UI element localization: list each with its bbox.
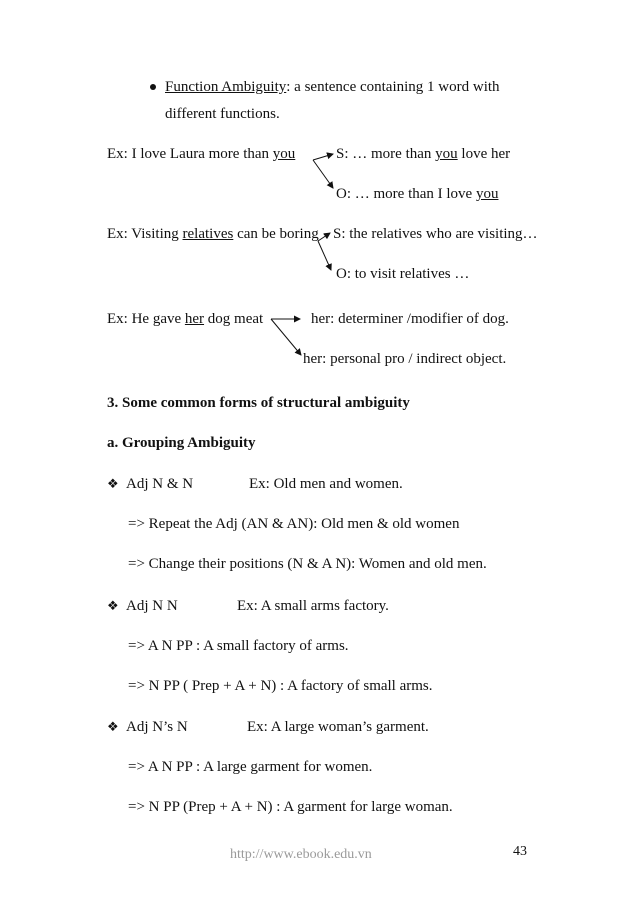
item-label: Adj N’s N (126, 719, 188, 735)
list-item (107, 718, 429, 737)
arrow-ex2-o (318, 241, 331, 270)
reading-s-underlined: you (435, 146, 458, 162)
item-example: Ex: A large woman’s garment. (247, 719, 429, 735)
example-2-suffix: can be boring (233, 226, 319, 242)
example-3-suffix: dog meat (204, 311, 264, 327)
reading-s-prefix: S: … more than (336, 146, 436, 162)
page-number: 43 (513, 844, 527, 859)
example-1-underlined-word: you (272, 146, 296, 162)
example-2-reading-s: S: the relatives who are visiting… (333, 226, 538, 242)
example-2-prefix: Ex: Visiting (107, 226, 183, 242)
example-2-underlined-word: relatives (182, 226, 234, 242)
arrow-ex1-s (313, 154, 333, 160)
reading-s-suffix: love her (457, 146, 511, 162)
function-ambiguity-line2: different functions. (165, 106, 280, 122)
diamond-bullet-icon: ❖ (107, 477, 119, 492)
item-sub: => N PP (Prep + A + N) : A garment for large woman. (128, 799, 453, 815)
item-example: Ex: A small arms factory. (237, 598, 389, 614)
item-sub: => A N PP : A small factory of arms. (128, 638, 349, 654)
item-sub: => Repeat the Adj (AN & AN): Old men & old women (128, 516, 460, 532)
example-3-reading-a: her: determiner /modifier of dog. (311, 311, 509, 327)
reading-o-prefix: O: … more than I love (336, 186, 476, 202)
reading-o-underlined: you (475, 186, 499, 202)
item-label: Adj N & N (126, 476, 194, 492)
arrow-ex3-b (271, 319, 301, 355)
item-label: Adj N N (126, 598, 178, 614)
footer-url: http://www.ebook.edu.vn (230, 847, 372, 862)
list-item (107, 597, 389, 616)
arrow-ex1-o (313, 160, 333, 188)
example-1-prefix: Ex: I love Laura more than (107, 146, 273, 162)
arrow-ex2-s (318, 233, 330, 241)
item-sub: => A N PP : A large garment for women. (128, 759, 373, 775)
diamond-bullet-icon: ❖ (107, 599, 119, 614)
function-ambiguity-term: Function Ambiguity (165, 79, 287, 95)
item-sub: => Change their positions (N & A N): Women and old men. (128, 556, 487, 572)
section-3-heading: 3. Some common forms of structural ambiguity (107, 395, 410, 411)
diamond-bullet-icon: ❖ (107, 720, 119, 735)
example-3-prefix: Ex: He gave (107, 311, 185, 327)
item-sub: => N PP ( Prep + A + N) : A factory of small arms. (128, 678, 433, 694)
section-a-heading: a. Grouping Ambiguity (107, 435, 256, 451)
list-item (107, 475, 403, 494)
example-3-underlined-word: her (184, 311, 205, 327)
item-example: Ex: Old men and women. (249, 476, 403, 492)
example-2-reading-o: O: to visit relatives … (336, 266, 470, 282)
example-3-reading-b: her: personal pro / indirect object. (303, 351, 507, 367)
function-ambiguity-def: : a sentence containing 1 word with (286, 79, 500, 95)
